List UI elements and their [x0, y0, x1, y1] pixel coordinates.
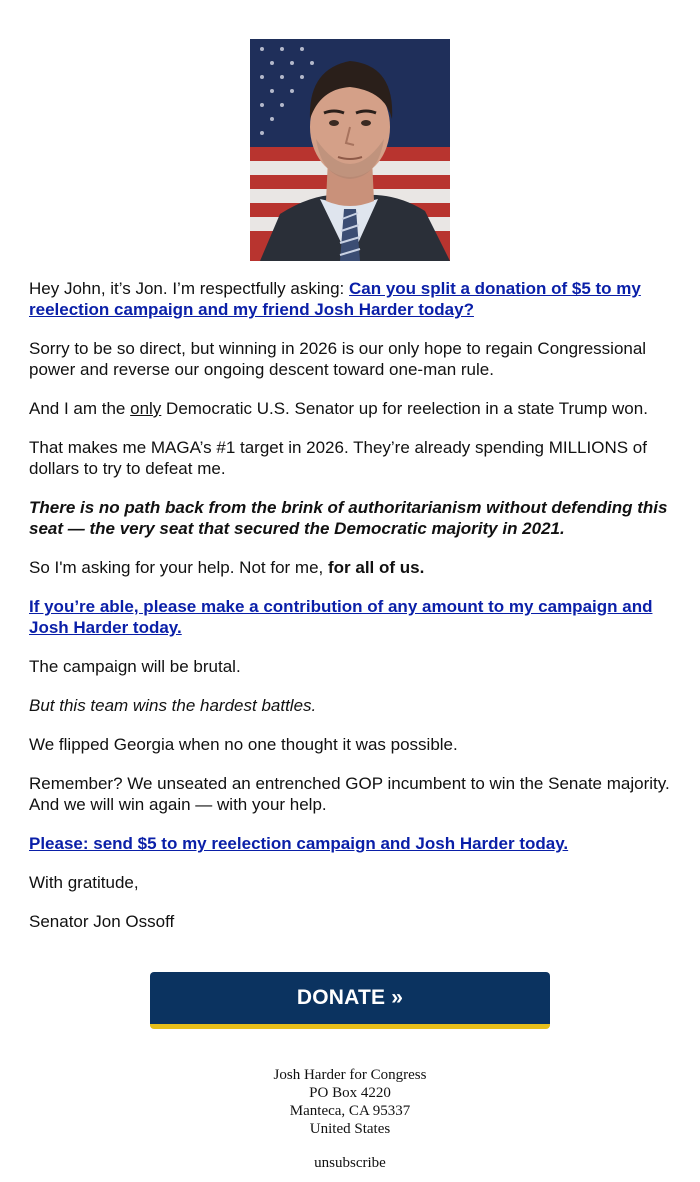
paragraph-gratitude: With gratitude,	[29, 873, 139, 892]
paragraph-remember: Remember? We unseated an entrenched GOP incumbent to win the Senate majority. And we will win again — with your help.	[29, 774, 670, 814]
portrait-photo	[250, 39, 450, 261]
help-pre-text: So I'm asking for your help. Not for me,	[29, 558, 328, 577]
paragraph-maga-target: That makes me MAGA’s #1 target in 2026. They’re already spending MILLIONS of dollars to try to defeat me.	[29, 438, 647, 478]
footer-address	[0, 1066, 700, 1138]
greeting-text: Hey John, it’s Jon. I’m respectfully asking:	[29, 279, 349, 298]
contribution-link[interactable]: If you’re able, please make a contribution of any amount to my campaign and Josh Harder today.	[29, 597, 653, 637]
donation-ask-link[interactable]: Can you split a donation of $5 to my reelection campaign and my friend Josh Harder today?	[29, 279, 641, 319]
paragraph-hardest-battles: But this team wins the hardest battles.	[29, 696, 317, 715]
only-post-text: Democratic U.S. Senator up for reelection in a state Trump won.	[161, 399, 648, 418]
footer-org: Josh Harder for Congress	[273, 1067, 427, 1083]
paragraph-send-five	[29, 833, 674, 854]
paragraph-help	[29, 557, 674, 578]
help-bold-text: for all of us.	[327, 558, 425, 577]
signature: Senator Jon Ossoff	[29, 912, 175, 931]
footer-city: Manteca, CA 95337	[289, 1103, 411, 1119]
only-emphasis: only	[130, 399, 162, 418]
unsubscribe-link[interactable]: unsubscribe	[314, 1155, 386, 1171]
paragraph-flipped-georgia: We flipped Georgia when no one thought it was possible.	[29, 735, 458, 754]
message-content	[29, 278, 674, 950]
footer-po-box: PO Box 4220	[309, 1085, 391, 1101]
paragraph-direct: Sorry to be so direct, but winning in 2026 is our only hope to regain Congressional power and reverse our ongoing descent toward one-man rule.	[29, 339, 647, 379]
donate-button[interactable]: DONATE »	[150, 972, 550, 1029]
paragraph-only-senator	[29, 398, 674, 419]
unsubscribe-row	[0, 1155, 700, 1172]
only-pre-text: And I am the	[29, 399, 131, 418]
paragraph-greeting	[29, 278, 674, 320]
send-five-link[interactable]: Please: send $5 to my reelection campaign and Josh Harder today.	[29, 834, 569, 853]
footer-country: United States	[309, 1121, 391, 1137]
paragraph-contribution	[29, 596, 674, 638]
paragraph-brutal: The campaign will be brutal.	[29, 657, 241, 676]
paragraph-authoritarianism: There is no path back from the brink of authoritarianism without defending this seat — the very seat that secured the Democratic majority in 2021.	[29, 498, 668, 538]
